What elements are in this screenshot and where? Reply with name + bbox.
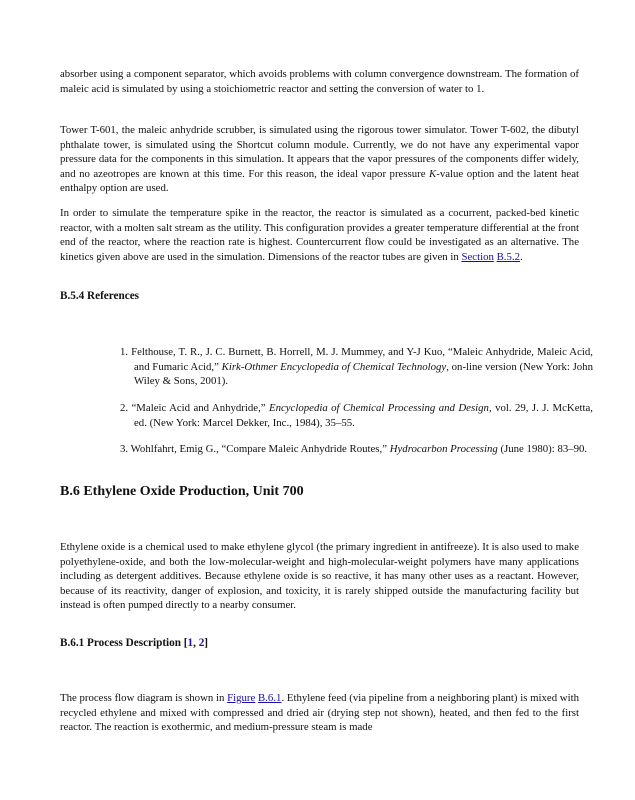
paragraph-process-text-b: . Ethylene feed (via pipeline from a neighboring plant) is mixed with recycled ethylene and mixed with compressed and dried air (drying step not shown), heated, and then fed to the first reactor. The reaction is exothermic, and medium-pressure steam is made: [60, 692, 579, 734]
process-heading-close: ]: [204, 637, 209, 649]
paragraph-process: [60, 691, 579, 735]
section-link[interactable]: Section: [461, 250, 494, 263]
reference-3: [120, 442, 593, 457]
reference-2-title: Encyclopedia of Chemical Processing and Design: [268, 402, 489, 414]
reference-1: [120, 345, 593, 389]
figure-b61-link[interactable]: B.6.1: [258, 692, 282, 704]
paragraph-tower-text-a: Tower T-601, the maleic anhydride scrubber, is simulated using the rigorous tower simulator. Tower T-602, the dibutyl phthalate tower, is simulated using the Shortcut column module. Currently, we do not have any experimental vapor pressure data for the components in this simulation. It appears that the vapor pressures of the components differ widely, and no azeotropes are known at this time. For this reason, the ideal vapor pressure: [60, 124, 579, 180]
figure-link[interactable]: Figure: [227, 692, 256, 704]
paragraph-absorber: [60, 67, 579, 96]
reference-2: [120, 401, 593, 430]
section-b52-link[interactable]: B.5.2: [496, 250, 520, 263]
process-heading-title: B.6.1 Process Description [: [60, 637, 188, 649]
paragraph-reactor: [60, 206, 579, 264]
k-value-symbol: K: [429, 167, 437, 180]
section-heading: B.6 Ethylene Oxide Production, Unit 700: [60, 484, 304, 499]
reference-3-post: (June 1980): 83–90.: [497, 443, 588, 455]
paragraph-intro: [60, 540, 579, 613]
reference-2-post: , vol. 29, J. J. McKetta, ed. (New York: Marcel Dekker, Inc., 1984), 35–55.: [134, 402, 593, 429]
reference-3-title: Hydrocarbon Processing: [389, 443, 498, 455]
paragraph-process-text-a: The process flow diagram is shown in: [60, 692, 228, 704]
references-heading: B.5.4 References: [60, 290, 140, 302]
paragraph-tower-text-b: -value option and the latent heat enthalpy option are used.: [60, 167, 580, 195]
process-description-heading: [60, 637, 208, 649]
reference-1-pre: 1. Felthouse, T. R., J. C. Burnett, B. Horrell, M. J. Mummey, and Y-J Kuo, “Maleic Anhydride, Maleic Acid, and Fumaric Acid,”: [120, 346, 593, 373]
paragraph-reactor-end: .: [519, 250, 523, 263]
paragraph-intro-text: Ethylene oxide is a chemical used to make ethylene glycol (the primary ingredient in antifreeze). It is also used to make polyethylene-oxide, and both the low-molecular-weight and high-molecular-weight polymers have many applications including as detergent additives. Because ethylene oxide is so reactive, it has many other uses as a reactant. However, because of its reactivity, danger of explosion, and toxicity, it is rarely shipped outside the manufacturing facility but instead is often pumped directly to a nearby consumer.: [60, 541, 579, 612]
citation-1-link[interactable]: 1: [187, 637, 194, 649]
paragraph-reactor-text: In order to simulate the temperature spike in the reactor, the reactor is simulated as a cocurrent, packed-bed kinetic reactor, with a molten salt stream as the utility. This configuration provides a greater temperature differential at the front end of the reactor, where the reaction rate is highest. Countercurrent flow could be investigated as an alternative. The kinetics given above are used in the simulation. Dimensions of the reactor tubes are given in: [60, 207, 579, 263]
process-heading-separator: ,: [193, 637, 199, 649]
citation-2-link[interactable]: 2: [198, 637, 205, 649]
reference-1-title: Kirk-Othmer Encyclopedia of Chemical Technology: [221, 360, 447, 373]
paragraph-absorber-text: absorber using a component separator, which avoids problems with column convergence downstream. The formation of maleic acid is simulated by using a stoichiometric reactor and setting the conversion of water to 1.: [60, 68, 579, 95]
reference-2-pre: 2. “Maleic Acid and Anhydride,”: [120, 402, 269, 414]
reference-1-post: , on-line version (New York: John Wiley & Sons, 2001).: [134, 360, 593, 388]
paragraph-tower: [60, 123, 579, 196]
reference-3-pre: 3. Wohlfahrt, Emig G., “Compare Maleic Anhydride Routes,”: [120, 443, 390, 455]
